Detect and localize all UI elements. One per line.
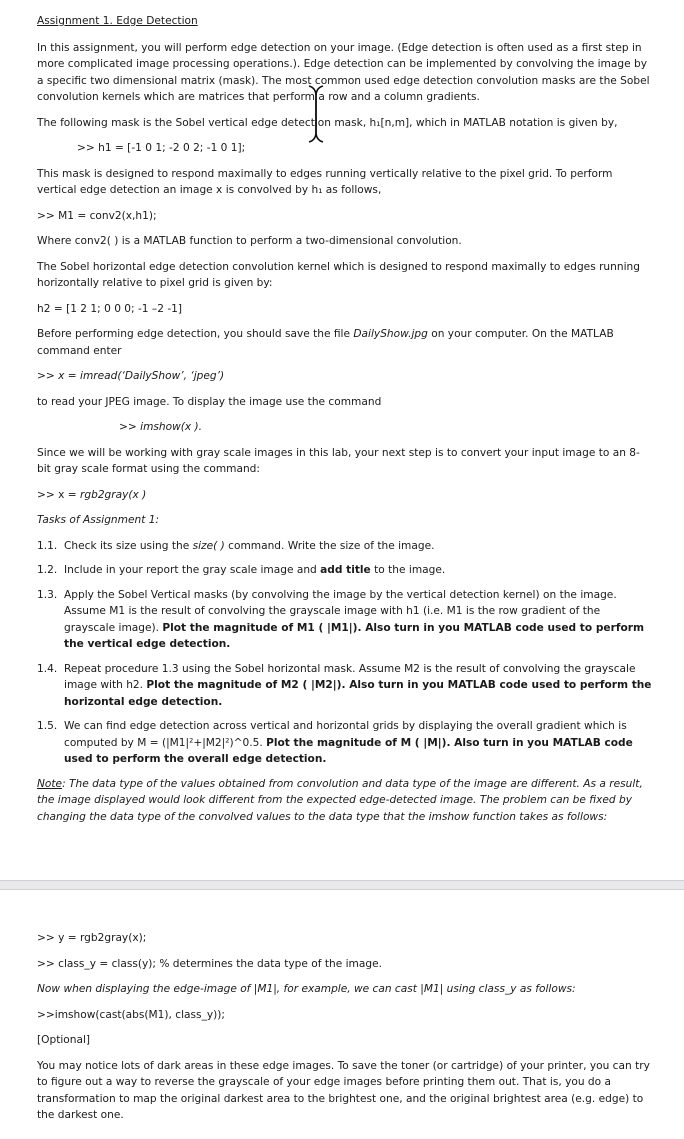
text-cursor-icon bbox=[307, 84, 325, 144]
task-item bbox=[37, 587, 652, 653]
task-text bbox=[64, 538, 652, 555]
task-text bbox=[64, 718, 652, 768]
save-filename: DailyShow.jpg bbox=[353, 328, 428, 340]
cast-description bbox=[37, 981, 652, 998]
class-code-line: >> class_y = class(y); % determines the data type of the image. bbox=[37, 957, 382, 970]
page-separator bbox=[0, 880, 684, 890]
save-file-paragraph bbox=[37, 326, 652, 359]
task-bold-part: Plot the magnitude of M ( |M|). Also turn in you MATLAB code used to perform the overall edge detection. bbox=[64, 736, 633, 765]
document-page-2 bbox=[37, 930, 652, 1133]
task-item bbox=[37, 718, 652, 768]
rgb2gray-code: rgb2gray(x ) bbox=[80, 488, 147, 501]
imread-prompt: >> bbox=[37, 370, 59, 382]
conv-description-paragraph: Where conv2( ) is a MATLAB function to perform a two-dimensional convolution. bbox=[37, 235, 462, 247]
task-text bbox=[64, 661, 652, 711]
rgb2gray-code-line-2: >> y = rgb2gray(x); bbox=[37, 932, 147, 944]
horizontal-kernel-paragraph: The Sobel horizontal edge detection convolution kernel which is designed to respond maximally to edges running horizontally relative to pixel grid is given by: bbox=[37, 260, 640, 289]
task-text-part: to the image. bbox=[370, 564, 446, 576]
task-text-part: Include in your report the gray scale image and bbox=[64, 564, 321, 576]
task-text-part: Apply the Sobel Vertical masks (by convolving the image by the vertical detection kernel) on the image. Assume M1 is the result of convolving the grayscale image with h1 (i.e. M1 is the row gradient of the grayscale image). bbox=[64, 588, 617, 634]
task-item bbox=[37, 538, 652, 555]
task-number: 1.5. bbox=[37, 720, 58, 732]
save-before-text: Before performing edge detection, you should save the file bbox=[37, 328, 354, 340]
task-bold-part: add title bbox=[320, 564, 371, 576]
optional-label: [Optional] bbox=[37, 1034, 91, 1046]
imread-code-line bbox=[37, 368, 652, 385]
task-bold-part: Plot the magnitude of M2 ( |M2|). Also turn in you MATLAB code used to perform the horizontal edge detection. bbox=[64, 679, 652, 708]
optional-paragraph: You may notice lots of dark areas in these edge images. To save the toner (or cartridge) of your printer, you can try to figure out a way to reverse the grayscale of your edge images before printing them out. That is, you do a transformation to map the original darkest area to the brightest one, and the original brightest area (e.g. edge) to the darkest one. bbox=[37, 1059, 650, 1121]
task-italic-part: size( ) bbox=[192, 539, 225, 552]
rgb2gray-code-line bbox=[37, 487, 652, 504]
save-after-text: on your computer. On the MATLAB command enter bbox=[37, 328, 614, 357]
task-item bbox=[37, 562, 652, 579]
note-paragraph bbox=[37, 776, 652, 826]
conv-code-line: >> M1 = conv2(x,h1); bbox=[37, 209, 157, 222]
task-number: 1.3. bbox=[37, 588, 58, 601]
cast-description-text: Now when displaying the edge-image of |M1|, for example, we can cast |M1| using class_y as follows: bbox=[37, 983, 576, 995]
task-text bbox=[64, 587, 652, 653]
tasks-heading-text: Tasks of Assignment 1: bbox=[37, 514, 160, 526]
task-text-part: We can find edge detection across vertical and horizontal grids by displaying the overall gradient which is computed by M = (|M1|²+|M2|²)^0.5. bbox=[64, 720, 627, 749]
imread-code: x = imread(‘DailyShow’, ‘jpeg’) bbox=[58, 370, 225, 382]
task-item bbox=[37, 661, 652, 711]
grayscale-description-paragraph: Since we will be working with gray scale images in this lab, your next step is to convert your input image to an 8-bit gray scale format using the command: bbox=[37, 446, 640, 475]
imshow-prompt: >> bbox=[119, 421, 141, 433]
read-description-paragraph: to read your JPEG image. To display the image use the command bbox=[37, 395, 382, 408]
task-number: 1.2. bbox=[37, 564, 58, 576]
task-text bbox=[64, 562, 652, 579]
mask-description-paragraph: This mask is designed to respond maximally to edges running vertically relative to the pixel grid. To perform vertical edge detection an image x is convolved by h₁ as follows, bbox=[37, 167, 613, 196]
note-label: Note bbox=[37, 777, 63, 790]
h2-code-line: h2 = [1 2 1; 0 0 0; -1 –2 -1] bbox=[37, 302, 183, 315]
task-bold-part: Plot the magnitude of M1 ( |M1|). Also turn in you MATLAB code used to perform the vertical edge detection. bbox=[64, 621, 644, 650]
task-text-part: command. Write the size of the image. bbox=[224, 539, 435, 552]
task-number: 1.4. bbox=[37, 662, 58, 675]
assignment-title: Assignment 1. Edge Detection bbox=[37, 15, 198, 27]
imshow-cast-code-line: >>imshow(cast(abs(M1), class_y)); bbox=[37, 1008, 225, 1021]
task-text-part: Repeat procedure 1.3 using the Sobel horizontal mask. Assume M2 is the result of convolving the grayscale image with h2. bbox=[64, 662, 636, 691]
h1-code-line: >> h1 = [-1 0 1; -2 0 2; -1 0 1]; bbox=[77, 142, 246, 154]
mask-intro-paragraph: The following mask is the Sobel vertical edge detection mask, h₁[n,m], which in MATLAB notation is given by, bbox=[37, 116, 618, 129]
imshow-code-line bbox=[37, 419, 652, 436]
document-page-1 bbox=[37, 13, 652, 834]
task-number: 1.1. bbox=[37, 539, 58, 552]
task-text-part: Check its size using the bbox=[64, 539, 193, 552]
tasks-heading bbox=[37, 512, 652, 529]
rgb2gray-prompt: >> x = bbox=[37, 488, 81, 501]
note-text: : The data type of the values obtained from convolution and data type of the image are different. As a result, the image displayed would look different from the expected edge-detected image. The problem can be fixed by changing the data type of the convolved values to the data type that the imshow function takes as follows: bbox=[37, 777, 643, 823]
intro-paragraph: In this assignment, you will perform edge detection on your image. (Edge detection is often used as a first step in more complicated image processing operations.). Edge detection can be implemented by convolving the image by a specific two dimensional matrix (mask). The most common used edge detection convolution masks are the Sobel convolution kernels which are matrices that perform a row and a column gradients. bbox=[37, 41, 650, 103]
imshow-code: imshow(x ). bbox=[140, 421, 203, 433]
